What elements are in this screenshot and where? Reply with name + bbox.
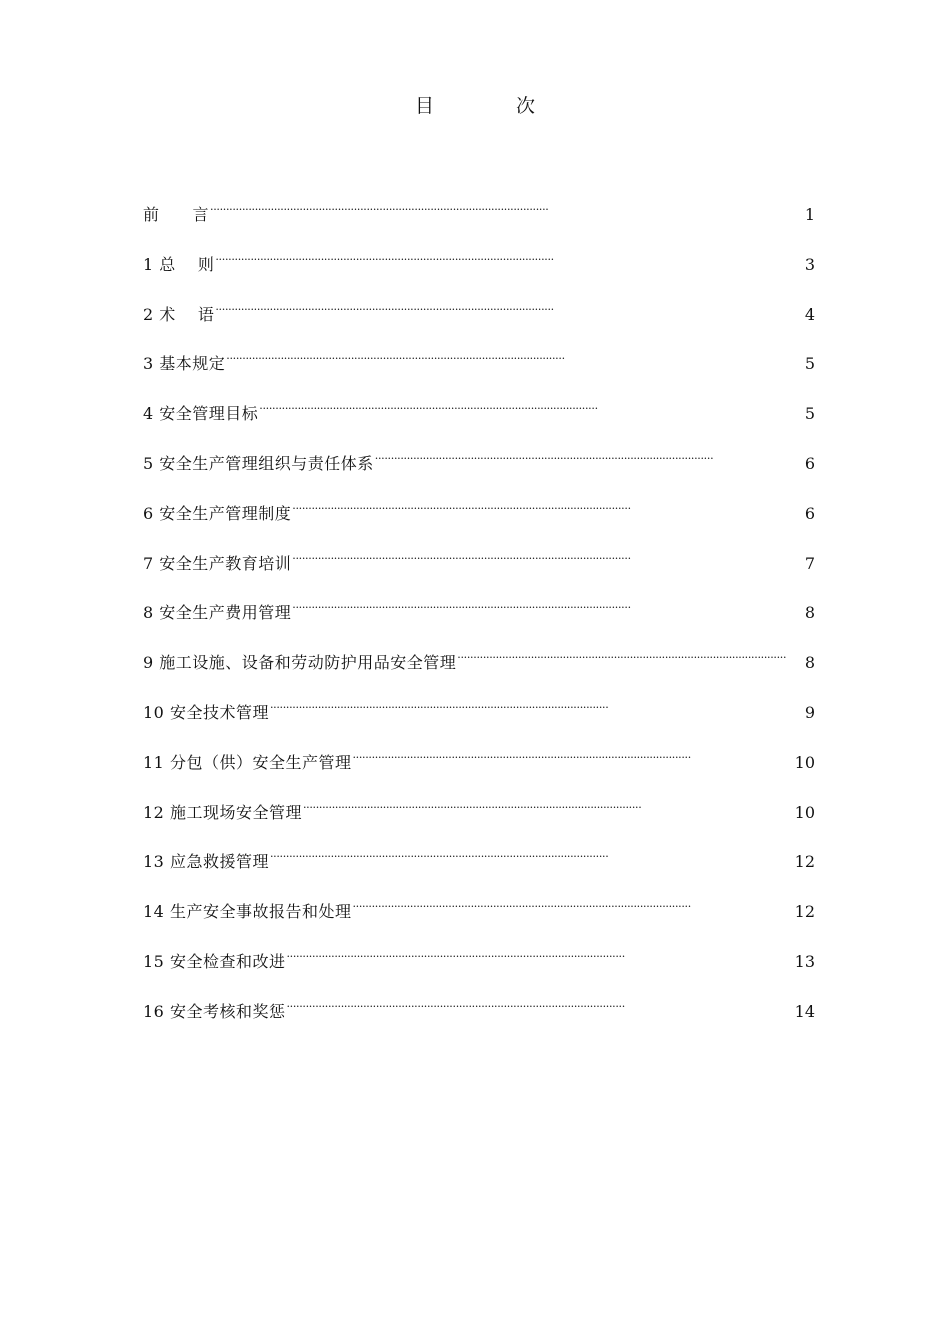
toc-leader-dots xyxy=(352,889,786,917)
toc-entry[interactable] xyxy=(143,441,815,491)
toc-entry-label: 3 基本规定 xyxy=(143,354,226,374)
table-of-contents xyxy=(143,192,815,1039)
toc-entry-page: 9 xyxy=(804,702,815,722)
toc-entry[interactable] xyxy=(143,839,815,889)
toc-entry-label: 5 安全生产管理组织与责任体系 xyxy=(143,453,374,473)
toc-entry-label: 9 施工设施、设备和劳动防护用品安全管理 xyxy=(143,653,457,673)
toc-entry[interactable] xyxy=(143,292,815,342)
toc-entry-label: 4 安全管理目标 xyxy=(143,404,259,424)
page-title: 目 次 xyxy=(414,95,574,117)
toc-entry-page: 5 xyxy=(804,354,815,374)
toc-entry[interactable] xyxy=(143,391,815,441)
toc-leader-dots xyxy=(259,391,787,419)
toc-entry-page: 10 xyxy=(794,752,815,772)
toc-entry-page: 7 xyxy=(804,553,815,573)
toc-entry-label: 16 安全考核和奖惩 xyxy=(143,1001,286,1021)
toc-entry-label: 11 分包（供）安全生产管理 xyxy=(143,752,352,772)
toc-leader-dots xyxy=(270,839,787,867)
toc-leader-dots xyxy=(457,640,787,668)
toc-leader-dots xyxy=(352,740,786,768)
toc-leader-dots xyxy=(215,292,787,320)
toc-leader-dots xyxy=(292,541,787,569)
toc-entry-label: 前 言 xyxy=(143,205,210,224)
toc-entry-label: 15 安全检查和改进 xyxy=(143,951,286,971)
toc-entry-page: 14 xyxy=(794,1001,815,1021)
toc-entry-page: 6 xyxy=(804,453,815,473)
toc-entry-label: 7 安全生产教育培训 xyxy=(143,553,292,573)
toc-entry-label: 6 安全生产管理制度 xyxy=(143,503,292,523)
toc-entry-page: 3 xyxy=(804,254,815,274)
toc-leader-dots xyxy=(292,590,787,618)
toc-entry-page: 8 xyxy=(804,603,815,623)
toc-entry-page: 8 xyxy=(804,653,815,673)
toc-entry-label: 2 术 语 xyxy=(143,304,215,324)
toc-entry-label: 14 生产安全事故报告和处理 xyxy=(143,902,352,922)
toc-entry-page: 1 xyxy=(804,205,815,224)
toc-entry[interactable] xyxy=(143,341,815,391)
toc-leader-dots xyxy=(286,989,786,1017)
toc-leader-dots xyxy=(270,690,787,718)
toc-leader-dots xyxy=(375,441,787,469)
toc-entry-label: 10 安全技术管理 xyxy=(143,702,269,722)
toc-entry[interactable] xyxy=(143,790,815,840)
toc-entry[interactable] xyxy=(143,242,815,292)
toc-entry[interactable] xyxy=(143,989,815,1039)
toc-leader-dots xyxy=(303,790,787,818)
toc-entry-page: 12 xyxy=(794,902,815,922)
toc-entry[interactable] xyxy=(143,541,815,591)
toc-entry[interactable] xyxy=(143,590,815,640)
toc-entry[interactable] xyxy=(143,640,815,690)
toc-entry-page: 12 xyxy=(794,852,815,872)
toc-leader-dots xyxy=(286,939,786,967)
toc-entry-page: 5 xyxy=(804,404,815,424)
toc-entry[interactable] xyxy=(143,889,815,939)
toc-leader-dots xyxy=(210,192,787,220)
toc-entry-page: 6 xyxy=(804,503,815,523)
toc-entry-page: 10 xyxy=(794,802,815,822)
toc-leader-dots xyxy=(215,242,787,270)
toc-entry[interactable] xyxy=(143,491,815,541)
toc-entry-page: 13 xyxy=(794,951,815,971)
toc-entry-label: 13 应急救援管理 xyxy=(143,852,269,872)
toc-entry[interactable] xyxy=(143,939,815,989)
toc-leader-dots xyxy=(292,491,787,519)
toc-entry[interactable] xyxy=(143,740,815,790)
toc-entry-page: 4 xyxy=(804,304,815,324)
toc-leader-dots xyxy=(226,341,787,369)
toc-entry[interactable] xyxy=(143,192,815,242)
toc-entry[interactable] xyxy=(143,690,815,740)
toc-entry-label: 1 总 则 xyxy=(143,254,215,274)
toc-entry-label: 12 施工现场安全管理 xyxy=(143,802,302,822)
toc-entry-label: 8 安全生产费用管理 xyxy=(143,603,292,623)
